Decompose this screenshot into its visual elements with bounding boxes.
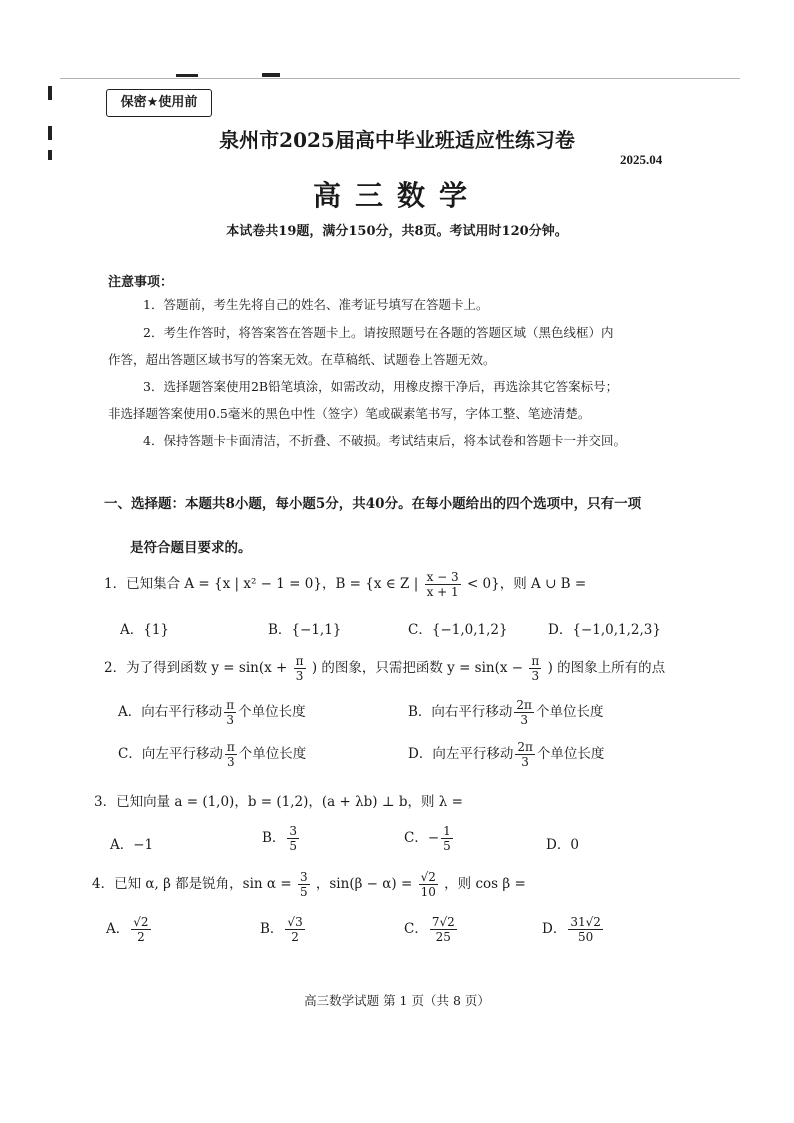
q2-frac-1 [294,654,306,683]
notes-heading: 注意事项： [108,275,174,290]
q1-option-c: C．{−1,0,1,2} [408,622,508,638]
q4-opt-b-label: B． [260,921,284,937]
exam-title: 泉州市2025届高中毕业班适应性练习卷 [219,128,575,152]
question-3-stem: 3．已知向量 a = (1,0)，b = (1,2)，(a + λb) ⊥ b，则 λ = [94,794,463,810]
q4-sin-den: 5 [299,885,308,899]
scan-mark [176,74,198,77]
q2-frac-2 [529,654,541,683]
q1-frac-num: x − 3 [426,570,459,584]
q2-option-a [118,698,306,727]
subject-title: 高三数学 [312,179,481,212]
q4-opt-c-den: 25 [435,930,451,944]
q4-sin-num: 3 [299,870,308,884]
q3-opt-b-num: 3 [289,824,298,838]
q2-opt-d-frac [515,740,535,769]
q2-opt-b-pre: B．向右平行移动 [408,704,513,720]
q1-fraction [425,570,461,599]
q4-opt-c-label: C． [404,921,428,937]
q4-stem-c: ，则 cos β = [444,876,526,892]
question-1-stem [104,570,586,599]
page-footer: 高三数学试题 第 1 页（共 8 页） [304,993,490,1008]
q2-opt-a-num: π [226,698,235,712]
note-item: 3．选择题答案使用2B铅笔填涂，如需改动，用橡皮擦干净后，再选涂其它答案标号； [143,379,619,394]
q2-frac2-den: 3 [531,669,540,683]
q2-opt-d-pre: D．向左平行移动 [408,746,514,762]
q4-option-d [542,915,605,944]
q4-opt-b-num: √3 [287,915,303,929]
question-2-stem [104,654,665,683]
q3-opt-b-label: B． [262,830,286,846]
q2-opt-c-den: 3 [226,755,235,769]
q3-opt-b-den: 5 [289,839,298,853]
q4-stem-a: 4．已知 α, β 都是锐角，sin α = [92,876,292,892]
scan-mark [262,73,280,77]
q2-opt-b-num: 2π [516,698,532,712]
q1-frac-den: x + 1 [426,585,459,599]
q3-opt-c-den: 5 [443,839,451,853]
note-item: 4．保持答题卡卡面清洁，不折叠、不破损。考试结束后，将本试卷和答题卡一并交回。 [143,433,626,448]
q3-option-d: D．0 [546,837,579,853]
q4-sba-den: 10 [420,885,436,899]
q4-stem-b: ，sin(β − α) = [315,876,413,892]
q2-opt-a-den: 3 [226,713,235,727]
q2-opt-c-post: 个单位长度 [238,746,307,762]
q3-option-b [262,824,301,853]
q4-option-a [106,915,153,944]
q3-opt-c-frac [441,824,453,853]
q2-option-b [408,698,603,727]
q2-option-d [408,740,604,769]
q2-stem-a: 2．为了得到函数 y = sin(x + [104,660,288,676]
q4-opt-d-num: 31√2 [570,915,601,929]
scan-edge-line [60,78,740,79]
q4-opt-b-den: 2 [291,930,299,944]
q3-opt-c-num: 1 [443,824,451,838]
q1-stem-a: 1．已知集合 A = {x | x² − 1 = 0}，B = {x ∈ Z | [104,576,419,592]
section-heading: 一、选择题：本题共8小题，每小题5分，共40分。在每小题给出的四个选项中，只有一项 [104,496,642,512]
q2-opt-b-post: 个单位长度 [535,704,604,720]
q1-option-a: A．{1} [120,622,170,638]
q4-sba-num: √2 [420,870,436,884]
q4-opt-a-label: A． [106,921,130,937]
q4-opt-d-frac [568,915,603,944]
q4-option-c [404,915,459,944]
q2-opt-d-den: 3 [521,755,529,769]
q2-frac1-num: π [295,654,304,668]
q3-option-c [404,824,455,853]
q2-opt-b-frac [514,698,534,727]
exam-date: 2025.04 [620,152,663,167]
q4-opt-d-label: D． [542,921,567,937]
q4-option-b [260,915,307,944]
q3-option-a: A．−1 [110,837,154,853]
note-item: 作答，超出答题区域书写的答案无效。在草稿纸、试题卷上答题无效。 [108,352,496,367]
confidential-badge: 保密★使用前 [106,89,212,117]
scan-mark [48,86,52,100]
q4-opt-a-num: √2 [133,915,149,929]
q2-opt-b-den: 3 [520,713,528,727]
q4-opt-c-frac [430,915,457,944]
q3-opt-b-frac [287,824,299,853]
q2-opt-a-frac [224,698,236,727]
note-item: 2．考生作答时，将答案答在答题卡上。请按照题号在各题的答题区域（黑色线框）内 [143,325,614,340]
exam-info: 本试卷共19题，满分150分，共8页。考试用时120分钟。 [226,224,568,239]
q2-stem-b: ) 的图象，只需把函数 y = sin(x − [311,660,524,676]
q2-opt-c-num: π [226,740,235,754]
q4-sba-frac [419,870,438,899]
q4-opt-c-num: 7√2 [431,915,455,929]
q4-opt-d-den: 50 [577,930,594,944]
q2-frac1-den: 3 [295,669,304,683]
q2-option-c [118,740,306,769]
q1-option-d: D．{−1,0,1,2,3} [548,622,661,638]
q3-opt-c-label: C．− [404,830,440,846]
q1-stem-b: < 0}，则 A ∪ B = [466,576,587,592]
q2-opt-a-post: 个单位长度 [238,704,306,720]
q1-option-b: B．{−1,1} [268,622,342,638]
q2-stem-c: ) 的图象上所有的点 [547,660,666,676]
question-4-stem [92,870,526,899]
q4-opt-a-frac [131,915,150,944]
q2-frac2-num: π [531,654,540,668]
note-item: 非选择题答案使用0.5毫米的黑色中性（签字）笔或碳素笔书写，字体工整、笔迹清楚。 [108,406,591,421]
q2-opt-d-num: 2π [517,740,533,754]
q2-opt-a-pre: A．向右平行移动 [118,704,223,720]
section-heading-cont: 是符合题目要求的。 [130,540,252,556]
q2-opt-d-post: 个单位长度 [536,746,605,762]
q4-opt-b-frac [285,915,304,944]
note-item: 1．答题前，考生先将自己的姓名、准考证号填写在答题卡上。 [143,297,489,312]
q4-sin-frac [298,870,310,899]
q2-opt-c-frac [225,740,237,769]
q2-opt-c-pre: C．向左平行移动 [118,746,223,762]
q4-opt-a-den: 2 [137,930,145,944]
